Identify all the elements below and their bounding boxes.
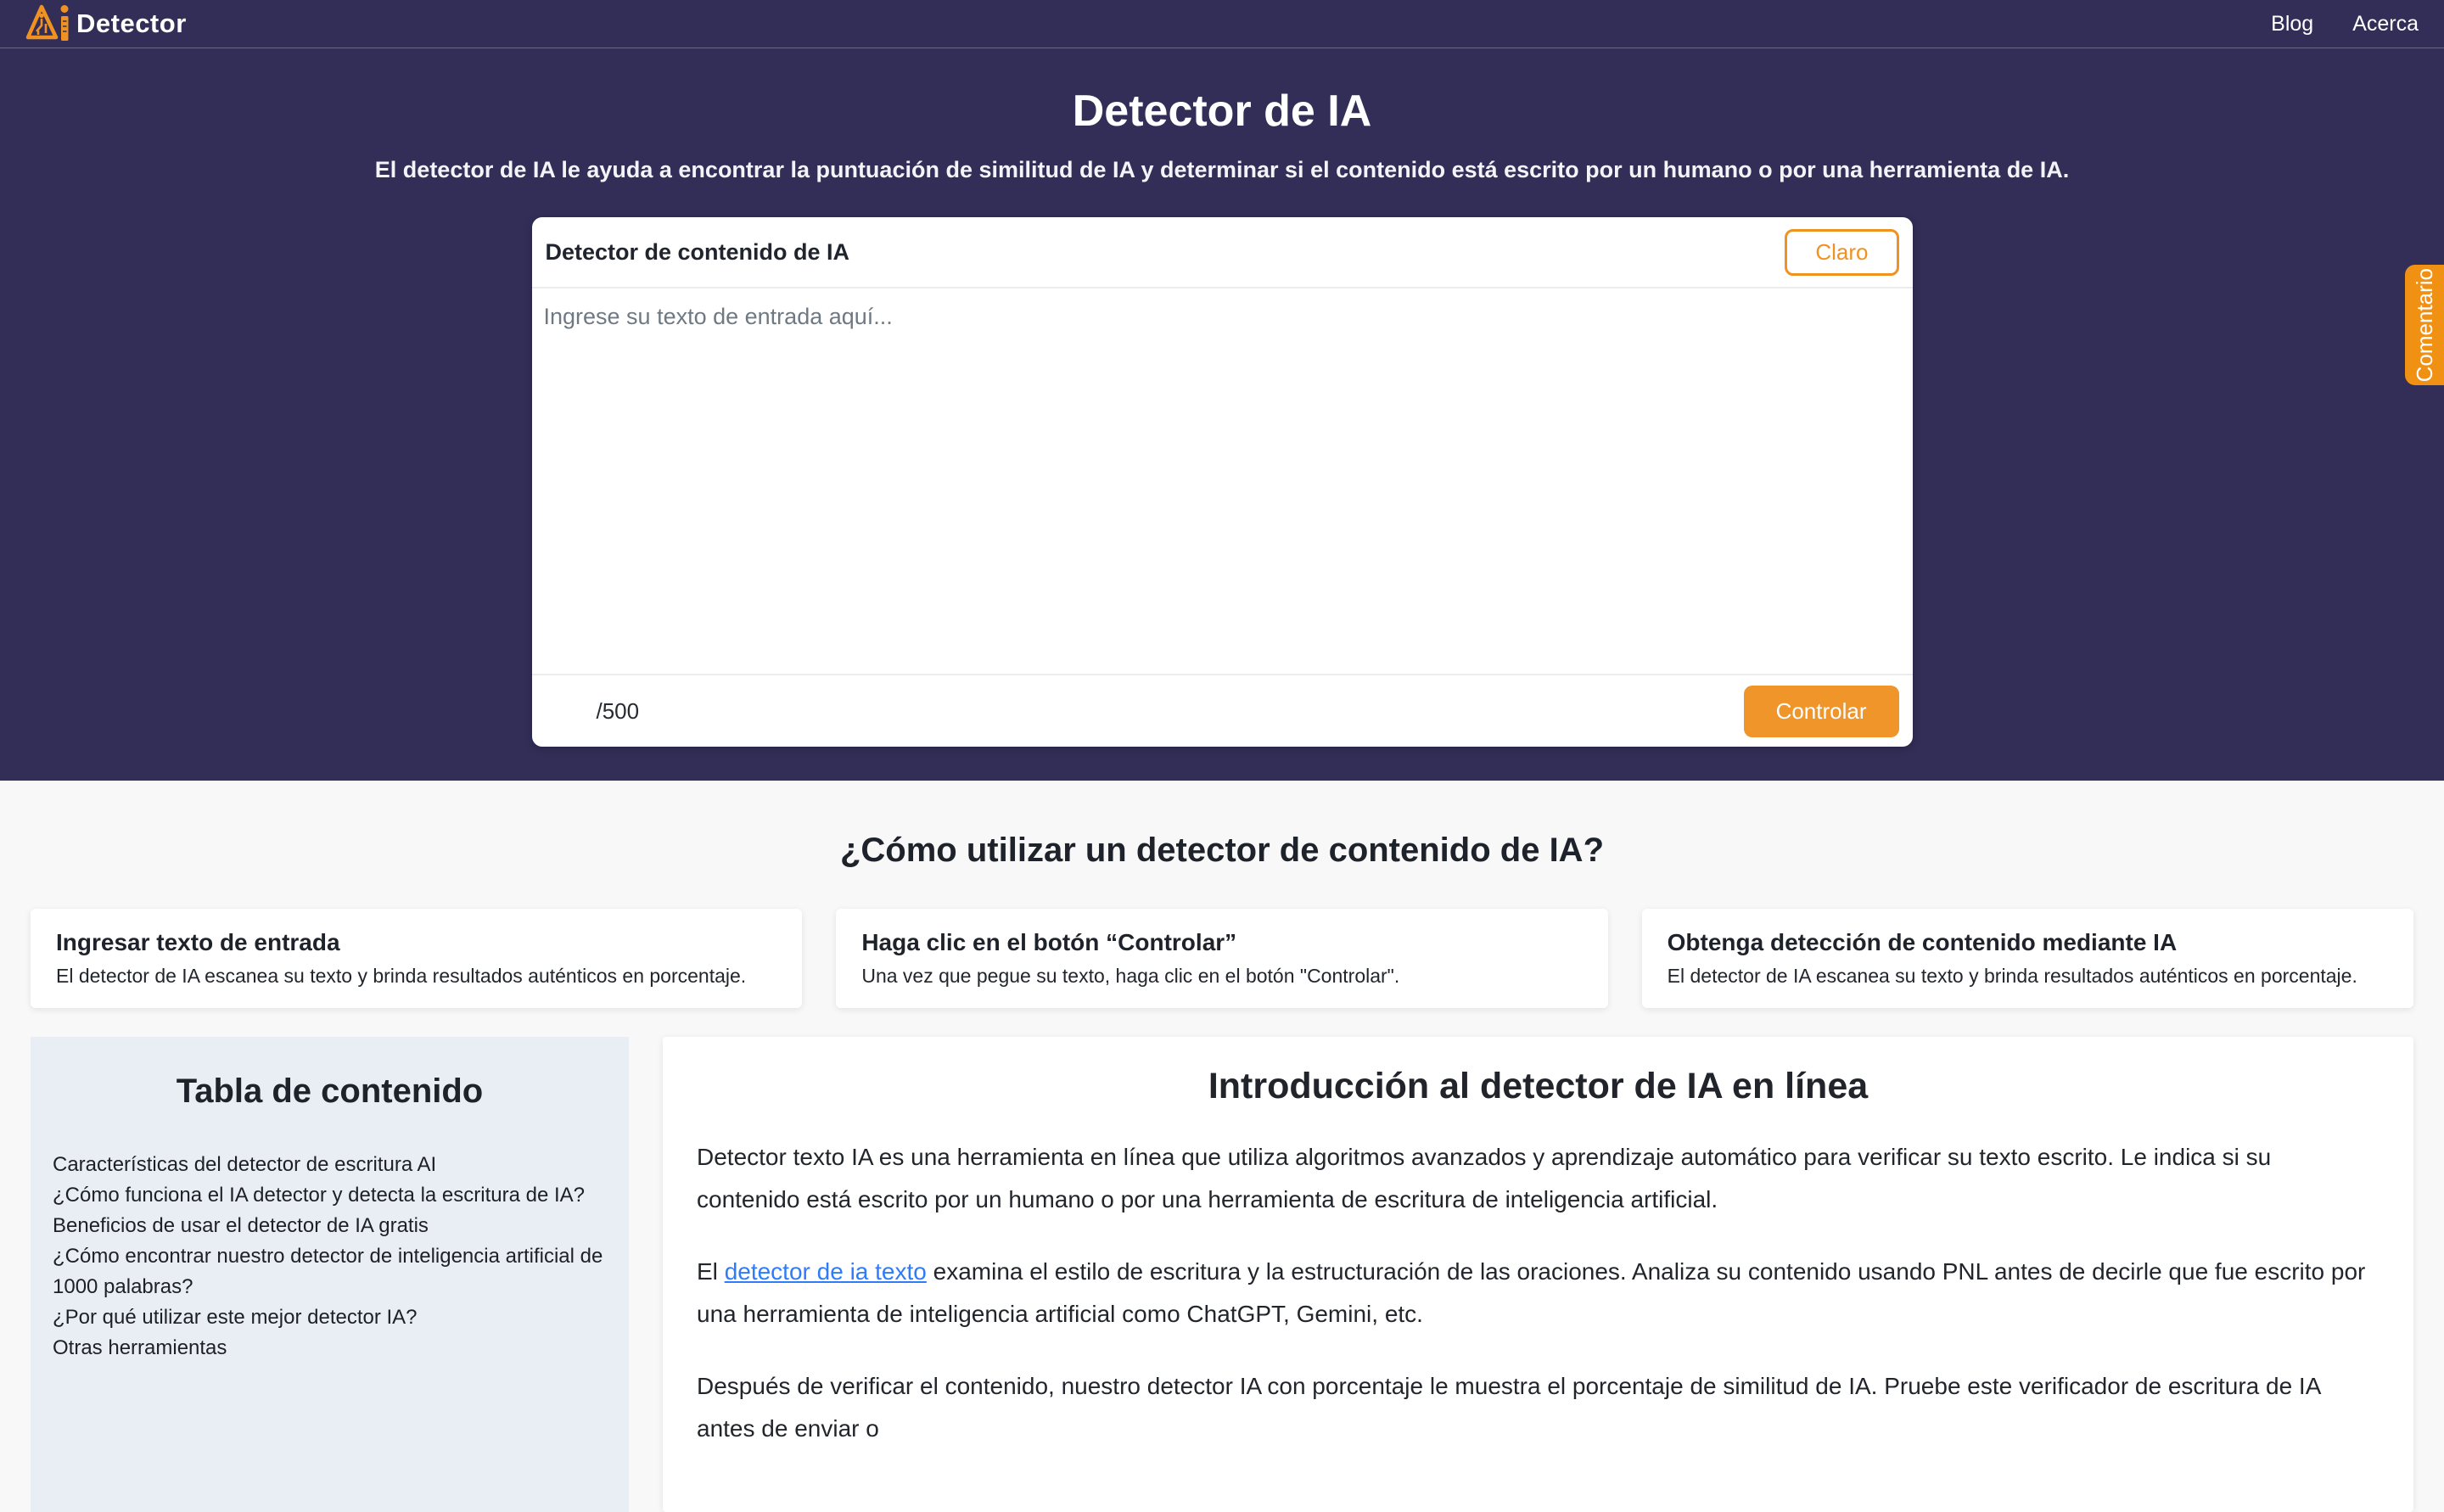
- detector-texto-link[interactable]: detector de ia texto: [724, 1257, 927, 1285]
- check-button[interactable]: Controlar: [1744, 686, 1899, 737]
- how-to-section: [0, 781, 2444, 1512]
- hero-section: [0, 48, 2444, 781]
- step-title: Ingresar texto de entrada: [56, 929, 340, 955]
- clear-button[interactable]: Claro: [1785, 229, 1898, 276]
- toc-item-como-funciona[interactable]: ¿Cómo funciona el IA detector y detecta la escritura de IA?: [53, 1184, 585, 1207]
- toc-item-beneficios[interactable]: Beneficios de usar el detector de IA gratis: [53, 1214, 429, 1237]
- toc-item-por-que[interactable]: ¿Por qué utilizar este mejor detector IA?: [53, 1306, 418, 1329]
- table-of-contents: [31, 1037, 629, 1512]
- toc-item-como-encontrar[interactable]: ¿Cómo encontrar nuestro detector de inteligencia artificial de 1000 palabras?: [53, 1245, 603, 1298]
- toc-item-caracteristicas[interactable]: Características del detector de escritura AI: [53, 1153, 437, 1176]
- detector-card: [532, 217, 1913, 747]
- step-title: Obtenga detección de contenido mediante IA: [1667, 929, 2178, 955]
- char-counter: /500: [596, 697, 640, 724]
- paragraph-text: El: [697, 1257, 725, 1285]
- step-card-3: [1642, 909, 2413, 1008]
- step-card-2: [836, 909, 1607, 1008]
- step-description: El detector de IA escanea su texto y brinda resultados auténticos en porcentaje.: [1667, 965, 2357, 987]
- brand-logo[interactable]: [25, 3, 187, 45]
- feedback-tab[interactable]: [2405, 265, 2444, 385]
- article-paragraph-1: Detector texto IA es una herramienta en línea que utiliza algoritmos avanzados y aprendizaje automático para verificar su texto escrito. Le indica si su contenido está escrito por un humano o por una herramienta de escritura de inteligencia artificial.: [697, 1144, 2272, 1213]
- nav-links: [2271, 12, 2419, 36]
- how-to-heading: ¿Cómo utilizar un detector de contenido de IA?: [839, 832, 1605, 869]
- nav-link-acerca[interactable]: Acerca: [2352, 11, 2419, 36]
- article-paragraph-2: [697, 1251, 2380, 1336]
- step-description: El detector de IA escanea su texto y brinda resultados auténticos en porcentaje.: [56, 965, 747, 987]
- paragraph-text: examina el estilo de escritura y la estructuración de las oraciones. Analiza su contenido usando PNL antes de decirle que fue escrito por una herramienta de inteligencia artificial como ChatGPT, Gemini, etc.: [697, 1257, 2366, 1328]
- detector-card-footer: [532, 674, 1913, 747]
- article-paragraph-3: Después de verificar el contenido, nuestro detector IA con porcentaje le muestra el porcentaje de similitud de IA. Pruebe este verificador de escritura de IA antes de enviar o: [697, 1372, 2320, 1442]
- page-subtitle: El detector de IA le ayuda a encontrar la puntuación de similitud de IA y determinar si el contenido está escrito por un humano o por una herramienta de IA.: [374, 157, 2070, 182]
- text-input-area[interactable]: [537, 297, 1908, 665]
- feedback-tab-label: Comentario: [2411, 267, 2437, 383]
- detector-card-body: [532, 288, 1913, 674]
- toc-item-otras-herramientas[interactable]: Otras herramientas: [53, 1336, 227, 1359]
- steps-row: [0, 909, 2444, 1008]
- page-title: Detector de IA: [1072, 87, 1372, 136]
- content-row: [0, 1037, 2444, 1512]
- step-description: Una vez que pegue su texto, haga clic en el botón "Controlar".: [861, 965, 1400, 987]
- toc-list: [53, 1150, 607, 1364]
- article-heading: Introducción al detector de IA en línea: [1208, 1066, 1869, 1106]
- step-card-1: [31, 909, 802, 1008]
- nav-link-blog[interactable]: Blog: [2271, 11, 2314, 36]
- step-title: Haga clic en el botón “Controlar”: [861, 929, 1237, 955]
- navbar: [0, 0, 2444, 48]
- detector-card-header: [532, 217, 1913, 288]
- ai-triangle-logo-icon: [25, 3, 70, 45]
- intro-article: [663, 1037, 2413, 1512]
- detector-card-title: Detector de contenido de IA: [545, 238, 850, 265]
- brand-name: Detector: [76, 8, 187, 38]
- toc-title: Tabla de contenido: [176, 1072, 484, 1110]
